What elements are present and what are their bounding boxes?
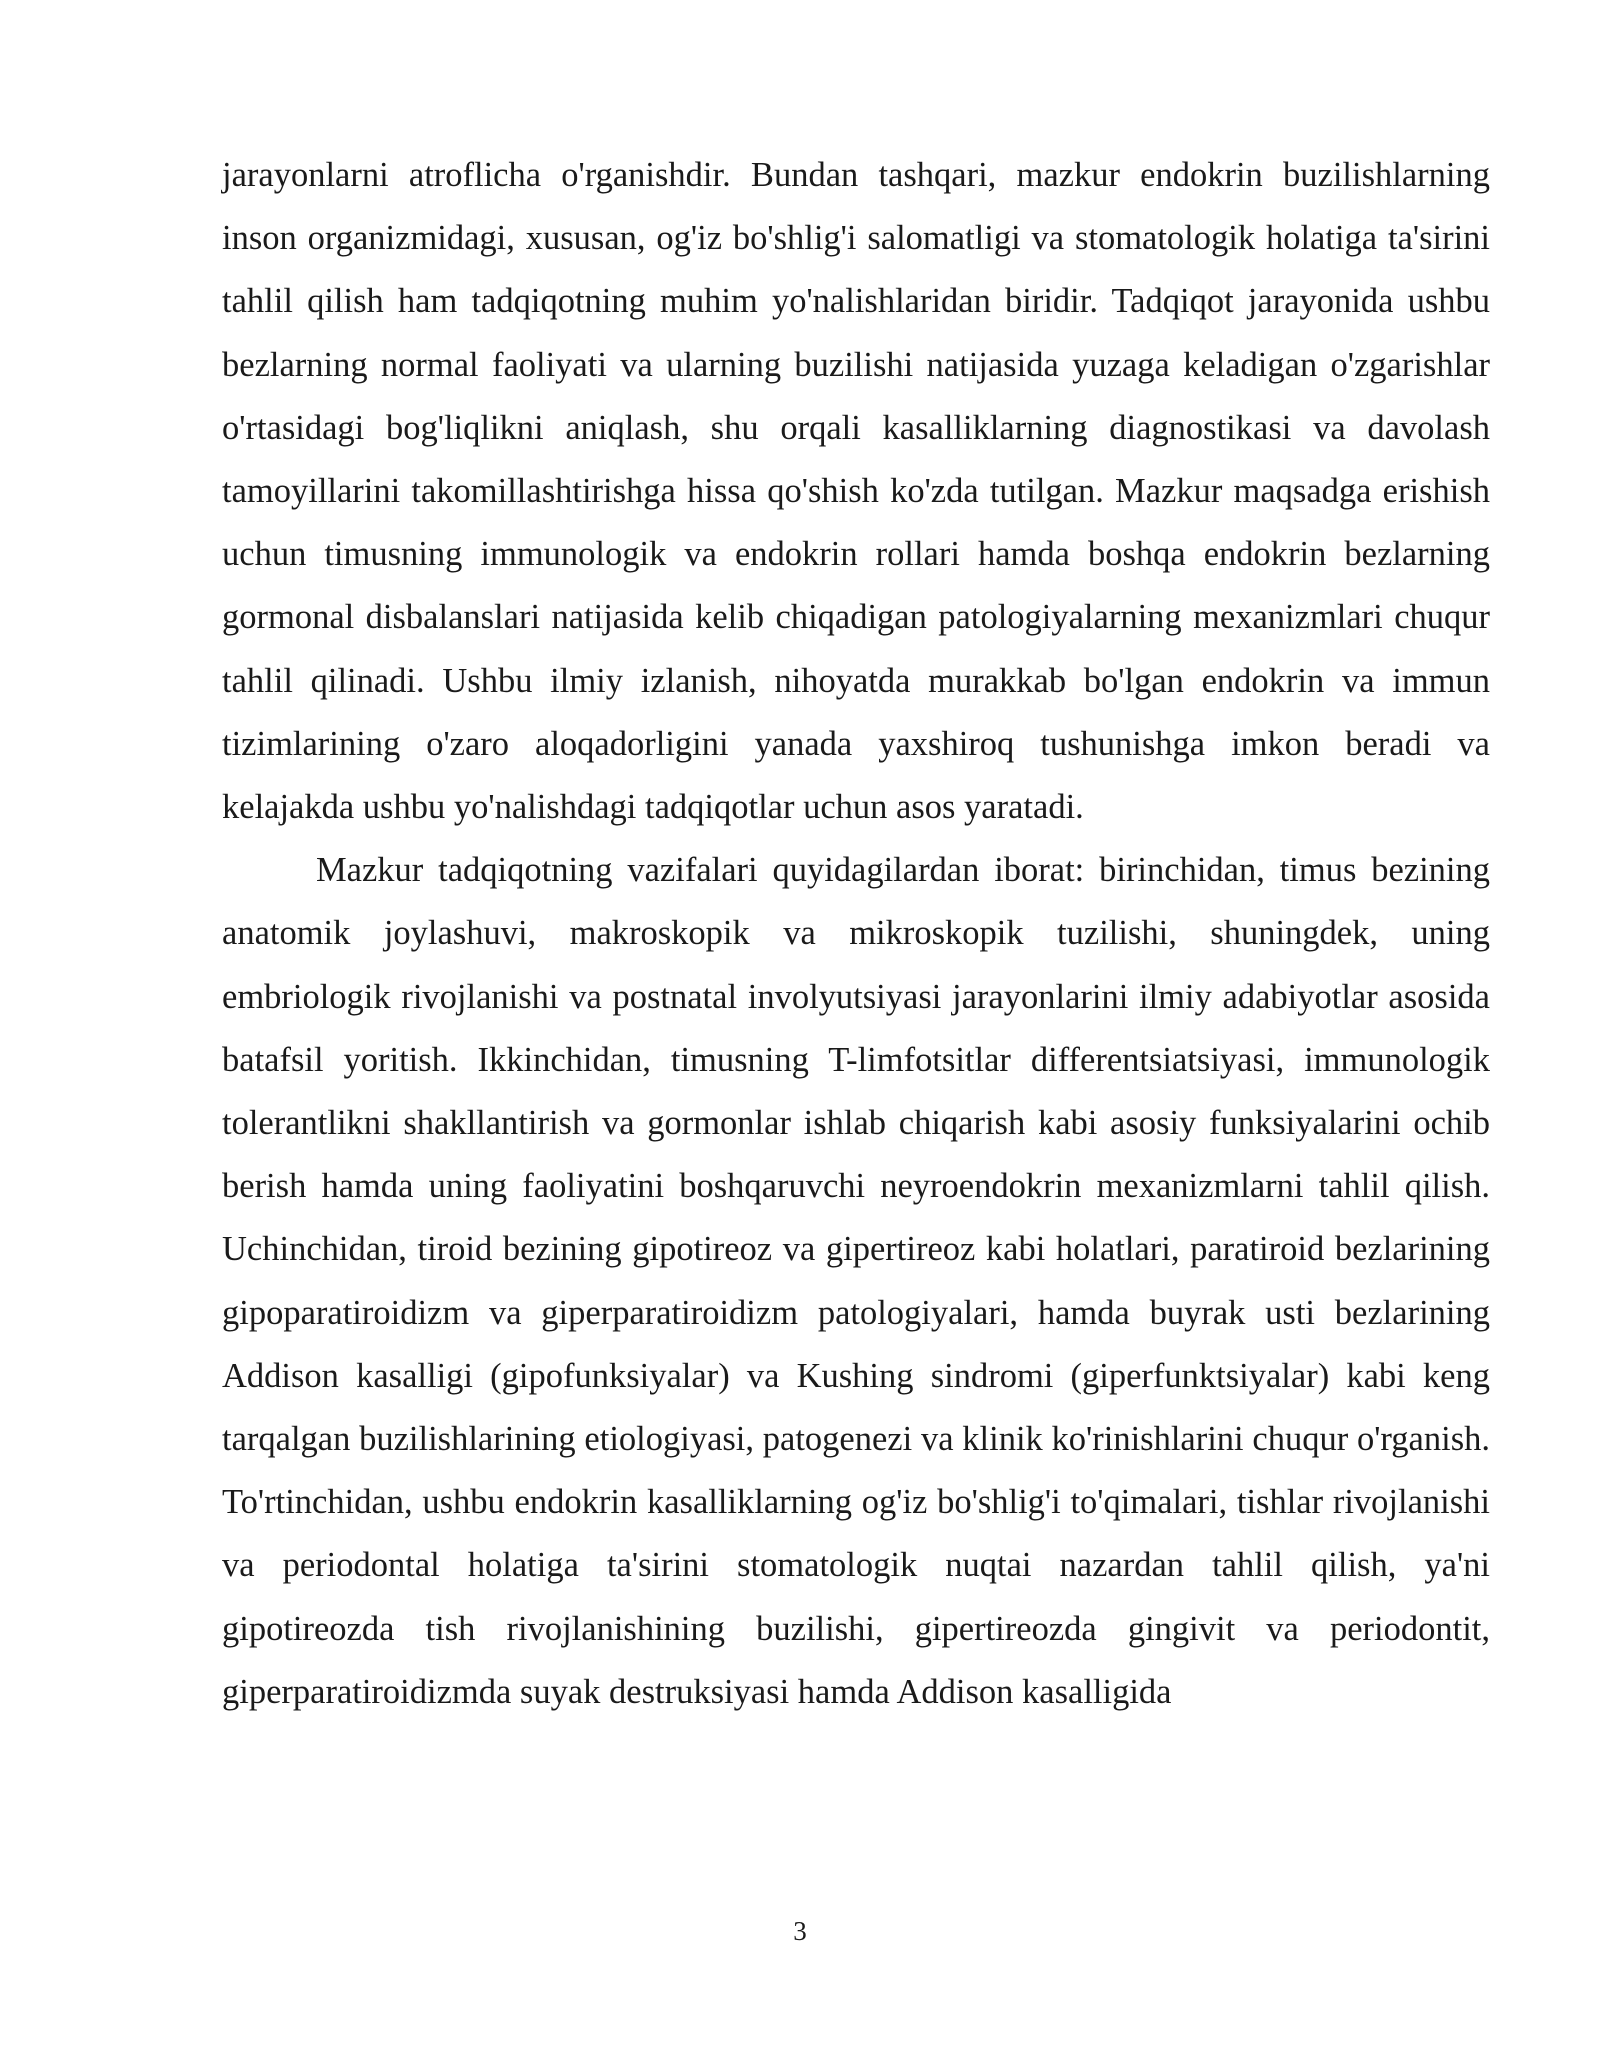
paragraph-2: Mazkur tadqiqotning vazifalari quyidagilardan iborat: birinchidan, timus bezining anatomik joylashuvi, makroskopik va mikroskopik tuzilishi, shuningdek, uning embriologik rivojlanishi va postnatal involyutsiyasi jarayonlarini ilmiy adabiyotlar asosida batafsil yoritish. Ikkinchidan, timusning T-limfotsitlar differentsiatsiyasi, immunologik tolerantlikni shakllantirish va gormonlar ishlab chiqarish kabi asosiy funksiyalarini ochib berish hamda uning faoliyatini boshqaruvchi neyroendokrin mexanizmlarni tahlil qilish. Uchinchidan, tiroid bezining gipotireoz va gipertireoz kabi holatlari, paratiroid bezlarining gipoparatiroidizm va giperparatiroidizm patologiyalari, hamda buyrak usti bezlarining Addison kasalligi (gipofunksiyalar) va Kushing sindromi (giperfunktsiyalar) kabi keng tarqalgan buzilishlarining etiologiyasi, patogenezi va klinik ko'rinishlarini chuqur o'rganish. To'rtinchidan, ushbu endokrin kasalliklarning og'iz bo'shlig'i to'qimalari, tishlar rivojlanishi va periodontal holatiga ta'sirini stomatologik nuqtai nazardan tahlil qilish, ya'ni gipotireozda tish rivojlanishining buzilishi, gipertireozda gingivit va periodontit, giperparatiroidizmda suyak destruksiyasi hamda Addison kasalligida: [222, 851, 1490, 1711]
body-text: [222, 144, 1490, 1724]
paragraph-1: jarayonlarni atroflicha o'rganishdir. Bundan tashqari, mazkur endokrin buzilishlarning inson organizmidagi, xususan, og'iz bo'shlig'i salomatligi va stomatologik holatiga ta'sirini tahlil qilish ham tadqiqotning muhim yo'nalishlaridan biridir. Tadqiqot jarayonida ushbu bezlarning normal faoliyati va ularning buzilishi natijasida yuzaga keladigan o'zgarishlar o'rtasidagi bog'liqlikni aniqlash, shu orqali kasalliklarning diagnostikasi va davolash tamoyillarini takomillashtirishga hissa qo'shish ko'zda tutilgan. Mazkur maqsadga erishish uchun timusning immunologik va endokrin rollari hamda boshqa endokrin bezlarning gormonal disbalanslari natijasida kelib chiqadigan patologiyalarning mexanizmlari chuqur tahlil qilinadi. Ushbu ilmiy izlanish, nihoyatda murakkab bo'lgan endokrin va immun tizimlarining o'zaro aloqadorligini yanada yaxshiroq tushunishga imkon beradi va kelajakda ushbu yo'nalishdagi tadqiqotlar uchun asos yaratadi.: [222, 156, 1490, 827]
page-number: 3: [793, 1916, 807, 1946]
